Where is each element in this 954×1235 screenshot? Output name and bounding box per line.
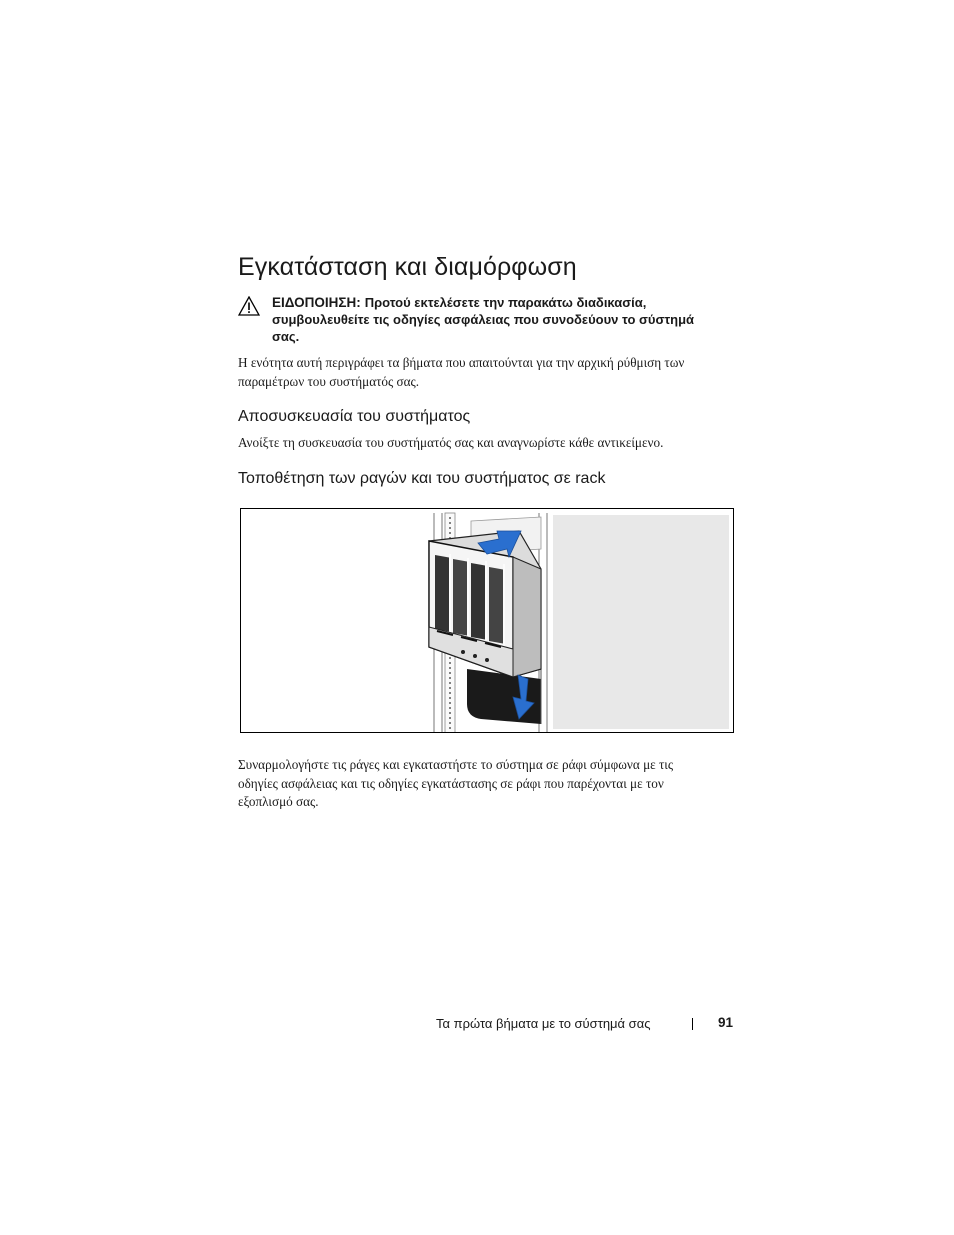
footer-separator — [692, 1018, 693, 1030]
notice-text — [272, 294, 738, 345]
rack-line-1: Συναρμολογήστε τις ράγες και εγκαταστήστε το σύστημα σε ράφι σύμφωνα με τις — [238, 757, 674, 772]
intro-line-2: παραμέτρων του συστήματός σας. — [238, 373, 420, 389]
notice-label: ΕΙΔΟΠΟΙΗΣΗ: — [272, 295, 361, 310]
intro-line-1: Η ενότητα αυτή περιγράφει τα βήματα που απαιτούνται για την αρχική ρύθμιση των — [238, 355, 685, 370]
page-title: Εγκατάσταση και διαμόρφωση — [238, 253, 577, 281]
warning-triangle-icon — [238, 296, 260, 316]
notice-line-3: σας. — [272, 329, 300, 344]
rack-line-2: οδηγίες ασφάλειας και τις οδηγίες εγκατάστασης σε ράφι που παρέχονται με τον — [238, 775, 664, 791]
section-heading-rack-install: Τοποθέτηση των ραγών και του συστήματος σε rack — [238, 470, 606, 487]
rack-shelf — [467, 669, 541, 724]
notice-line-1: Προτού εκτελέσετε την παρακάτω διαδικασία, — [364, 295, 647, 310]
rack-installation-figure — [240, 508, 734, 733]
rack-install-paragraph — [238, 756, 728, 812]
footer-chapter-title: Τα πρώτα βήματα με το σύστημά σας — [436, 1016, 651, 1031]
footer-page-number: 91 — [718, 1015, 734, 1030]
intro-paragraph — [238, 354, 728, 391]
rack-illustration — [241, 509, 734, 733]
unpacking-paragraph: Ανοίξτε τη συσκευασία του συστήματός σας και αναγνωρίστε κάθε αντικείμενο. — [238, 435, 664, 450]
section-heading-unpacking: Αποσυσκευασία του συστήματος — [238, 408, 471, 425]
rack-side-panel — [553, 515, 729, 729]
rack-line-3: εξοπλισμό σας. — [238, 794, 319, 809]
notice-line-2: συμβουλευθείτε τις οδηγίες ασφάλειας που συνοδεύουν το σύστημά — [272, 312, 695, 327]
